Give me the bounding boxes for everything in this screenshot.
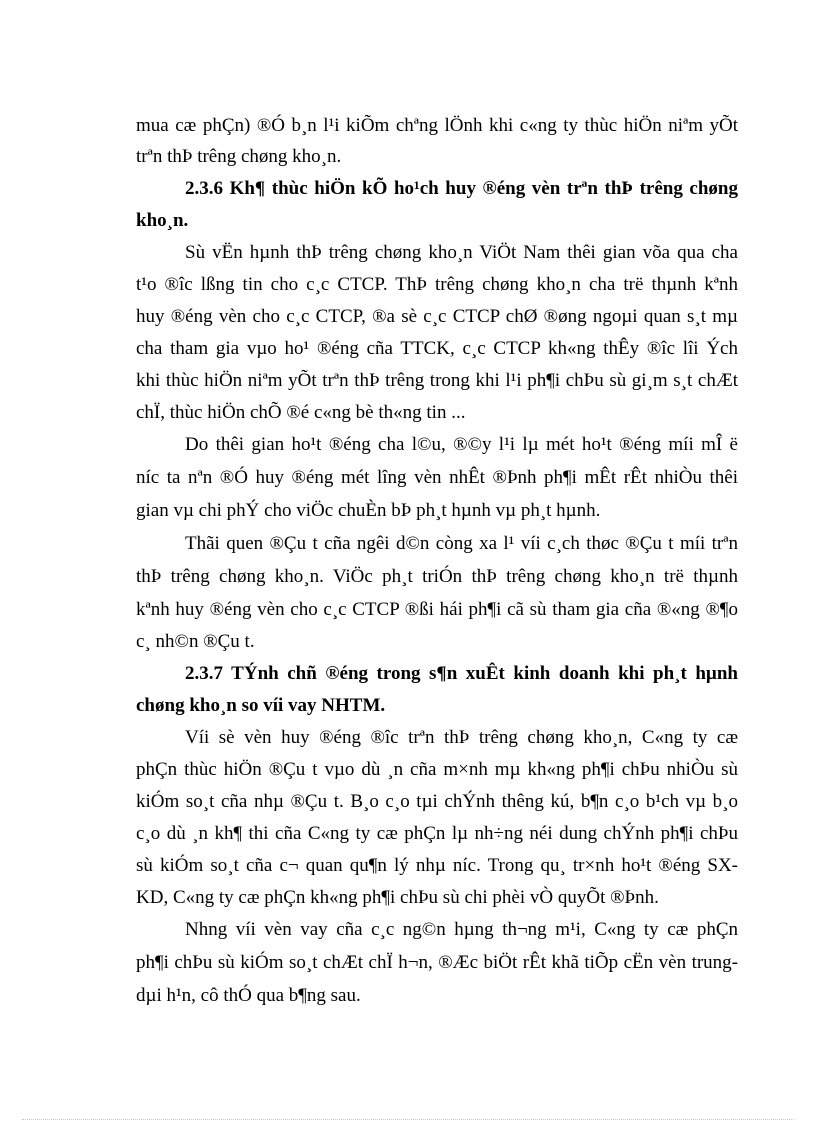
document-page: mua cæ phÇn) ®Ó b¸n l¹i kiÕm chªng lÖnh khi c«ng ty thùc hiÖn niªm yÕt trªn thÞ trêng chøng kho¸n. 2.3.6 Kh¶ thùc hiÖn kÕ ho¹ch huy ®éng vèn trªn thÞ trêng chøng kho¸n. Sù vËn hµnh thÞ trêng chøng kho¸n ViÖt Nam thêi gian võa qua cha t¹o ®îc lßng tin cho c¸c CTCP. ThÞ trêng chøng kho¸n cha trë thµnh kªnh huy ®éng vèn cho c¸c CTCP, ®a sè c¸c CTCP chØ ®øng ngoµi quan s¸t mµ cha tham gia vµo ho¹ ®éng cña TTCK, c¸c CTCP kh«ng thÊy ®îc lîi Ých khi thùc hiÖn niªm yÕt trªn thÞ trêng trong khi l¹i ph¶i chÞu sù gi¸m s¸t chÆt chÏ, thùc hiÖn chÕ ®é c«ng bè th«ng tin ... Do thêi gian ho¹t ®éng cha l©u, ®©y l¹i lµ mét ho¹t ®éng míi mÎ ë níc ta nªn ®Ó huy ®éng mét lîng vèn nhÊt ®Þnh ph¶i mÊt rÊt nhiÒu thêi gian vµ chi phÝ cho viÖc chuÈn bÞ ph¸t hµnh vµ ph¸t hµnh. Thãi quen ®Çu t cña ngêi d©n còng xa l¹ víi c¸ch thøc ®Çu t míi trªn thÞ trêng chøng kho¸n. ViÖc ph¸t triÓn thÞ trêng chøng kho¸n trë thµnh kªnh huy ®éng vèn cho c¸c CTCP ®ßi hái ph¶i cã sù tham gia cña ®«ng ®¶o c¸ nh©n ®Çu t. 2.3.7 TÝnh chñ ®éng trong s¶n xuÊt kinh doanh khi ph¸t hµnh chøng kho¸n so víi vay NHTM. Víi sè vèn huy ®éng ®îc trªn thÞ trêng chøng kho¸n, C«ng ty cæ phÇn thùc hiÖn ®Çu t vµo dù ¸n cña m×nh mµ kh«ng ph¶i chÞu nhiÒu sù kiÓm so¸t cña nhµ ®Çu t. B¸o c¸o tµi chÝnh thêng kú, b¶n c¸o b¹ch vµ b¸o c¸o dù ¸n kh¶ thi cña C«ng ty cæ phÇn lµ nh÷ng néi dung chÝnh ph¶i chÞu sù kiÓm so¸t cña c¬ quan qu¶n lý nhµ níc. Trong qu¸ tr×nh ho¹t ®éng SX- KD, C«ng ty cæ phÇn kh«ng ph¶i chÞu sù chi phèi vÒ quyÕt ®Þnh. Nhng víi vèn vay cña c¸c ng©n hµng th¬ng m¹i, C«ng ty cæ phÇn ph¶i chÞu sù kiÓm so¸t chÆt chÏ h¬n, ®Æc biÖt rÊt khã tiÕp cËn vèn trung- dµi h¹n, cô thÓ qua b¶ng sau. <box>0 0 816 1123</box>
page-bottom-divider <box>22 1119 794 1120</box>
